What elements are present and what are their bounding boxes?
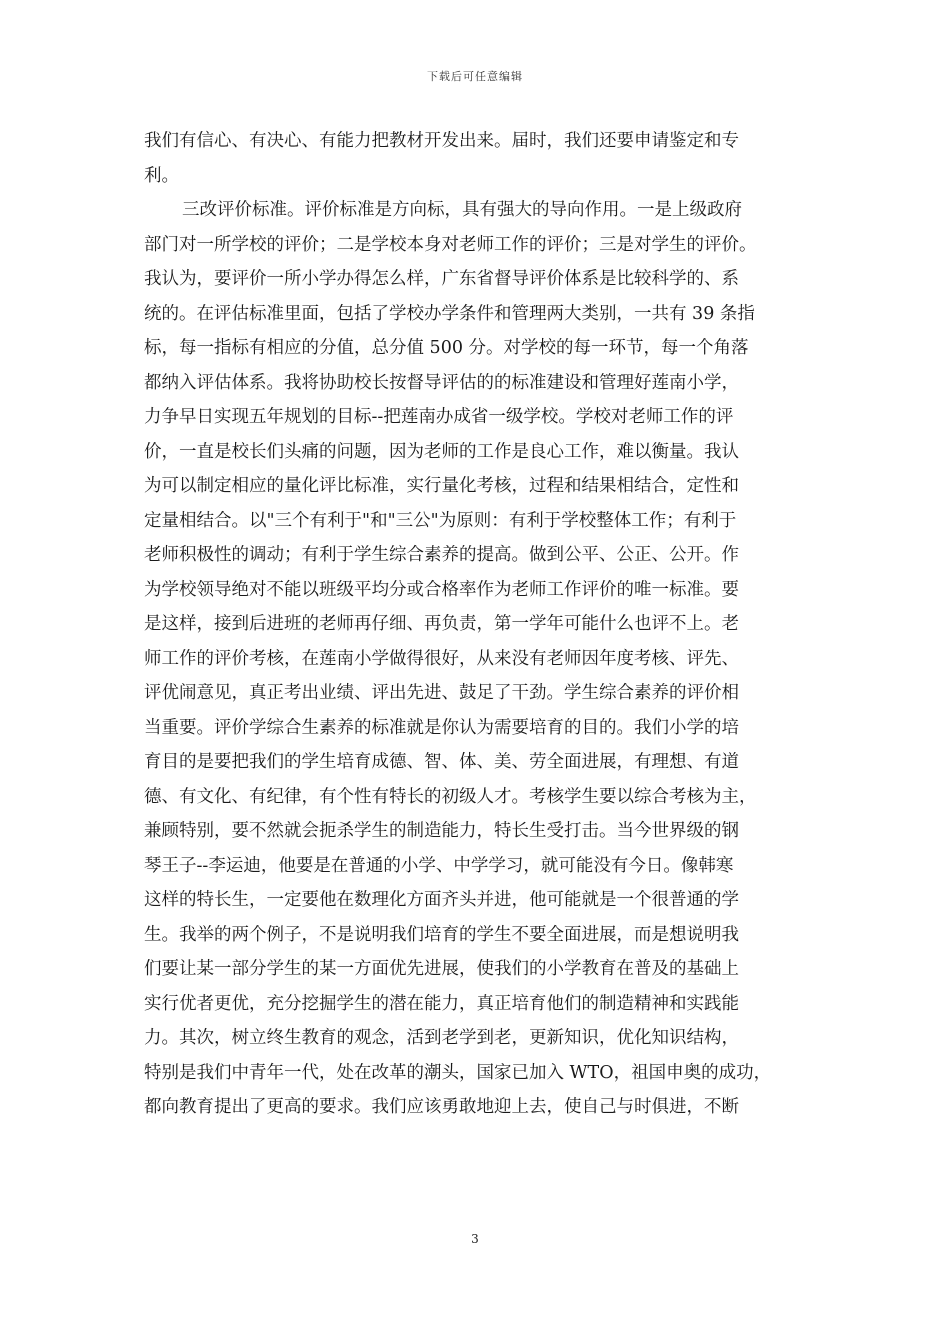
text-line: 老师积极性的调动；有利于学生综合素养的提高。做到公平、公正、公开。作 <box>144 545 739 565</box>
text-line: 为学校领导绝对不能以班级平均分或合格率作为老师工作评价的唯一标准。要 <box>144 579 739 600</box>
text-line: 为可以制定相应的量化评比标准，实行量化考核，过程和结果相结合，定性和 <box>144 476 739 496</box>
text-line: 是这样，接到后进班的老师再仔细、再负责，第一学年可能什么也评不上。老 <box>144 614 739 634</box>
text-line: 都纳入评估体系。我将协助校长按督导评估的的标准建设和管理好莲南小学， <box>144 372 739 393</box>
text-line: 实行优者更优，充分挖掘学生的潜在能力，真正培育他们的制造精神和实践能 <box>144 993 739 1014</box>
text-line: 琴王子--李运迪，他要是在普通的小学、中学学习，就可能没有今日。像韩寒 <box>144 855 734 876</box>
text-line: 我认为，要评价一所小学办得怎么样，广东省督导评价体系是比较科学的、系 <box>144 269 739 289</box>
text-line: 价，一直是校长们头痛的问题，因为老师的工作是良心工作，难以衡量。我认 <box>144 441 739 462</box>
text-line: 标，每一指标有相应的分值，总分值 500 分。对学校的每一环节，每一个角落 <box>144 338 749 358</box>
text-line: 当重要。评价学综合生素养的标准就是你认为需要培育的目的。我们小学的培 <box>144 717 739 738</box>
text-line: 都向教育提出了更高的要求。我们应该勇敢地迎上去，使自己与时俱进，不断 <box>144 1097 739 1117</box>
text-line: 兼顾特别，要不然就会扼杀学生的制造能力，特长生受打击。当今世界级的钢 <box>144 821 739 841</box>
text-line: 们要让某一部分学生的某一方面优先进展，使我们的小学教育在普及的基础上 <box>144 959 739 979</box>
text-line: 这样的特长生，一定要他在数理化方面齐头并进，他可能就是一个很普通的学 <box>144 890 739 910</box>
text-line: 利。 <box>144 165 179 186</box>
text-line: 我们有信心、有决心、有能力把教材开发出来。届时，我们还要申请鉴定和专 <box>144 131 739 151</box>
text-line: 德、有文化、有纪律，有个性有特长的初级人才。考核学生要以综合考核为主， <box>144 786 757 807</box>
text-line: 评优闹意见，真正考出业绩、评出先进、鼓足了干劲。学生综合素养的评价相 <box>144 683 739 703</box>
paragraph-first-line: 三改评价标准。评价标准是方向标，具有强大的导向作用。一是上级政府 <box>182 200 742 220</box>
document-body <box>144 124 820 1125</box>
text-line: 力。其次，树立终生教育的观念，活到老学到老，更新知识，优化知识结构， <box>144 1028 739 1048</box>
text-line: 生。我举的两个例子，不是说明我们培育的学生不要全面进展，而是想说明我 <box>144 924 739 945</box>
text-line: 育目的是要把我们的学生培育成德、智、体、美、劳全面进展，有理想、有道 <box>144 752 739 772</box>
text-line: 统的。在评估标准里面，包括了学校办学条件和管理两大类别，一共有 39 条指 <box>144 303 755 324</box>
text-line: 特别是我们中青年一代，处在改革的潮头，国家已加入 WTO，祖国申奥的成功， <box>144 1062 772 1083</box>
text-line: 定量相结合。以"三个有利于"和"三公"为原则：有利于学校整体工作；有利于 <box>144 510 737 531</box>
page-header: 下载后可任意编辑 <box>427 70 523 83</box>
text-line: 部门对一所学校的评价；二是学校本身对老师工作的评价；三是对学生的评价。 <box>144 234 757 255</box>
text-line: 师工作的评价考核，在莲南小学做得很好，从来没有老师因年度考核、评先、 <box>144 648 739 669</box>
page-number: 3 <box>471 1232 479 1246</box>
text-line: 力争早日实现五年规划的目标--把莲南办成省一级学校。学校对老师工作的评 <box>144 407 734 427</box>
